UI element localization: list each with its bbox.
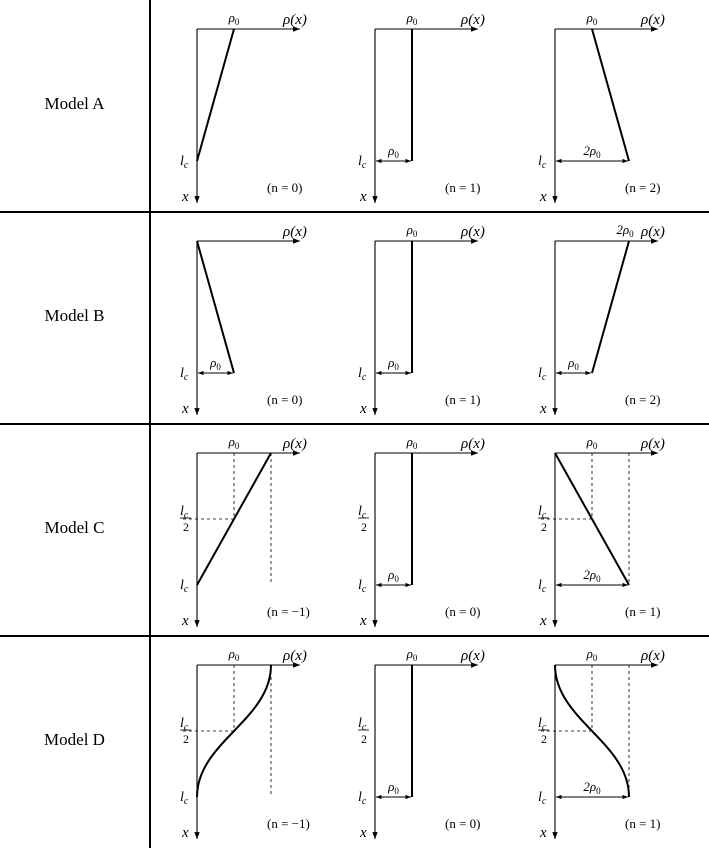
lc-label: $l_c$: [180, 154, 189, 171]
rho-axis-label: ρ(x): [461, 224, 485, 240]
half-lc-den: 2: [541, 520, 547, 534]
lc-label: $l_c$: [358, 366, 367, 383]
half-lc-den: 2: [361, 732, 367, 746]
half-lc-den: 2: [183, 732, 189, 746]
case-label: (n = 0): [267, 180, 303, 195]
rho-axis-label: ρ(x): [641, 224, 665, 240]
density-line: [197, 29, 234, 161]
bottom-rho-label: $\rho_0$: [388, 567, 399, 584]
bottom-rho-label: $\rho_0$: [210, 355, 221, 372]
top-rho-label: $\rho_0$: [586, 10, 598, 27]
x-axis-label: x: [182, 613, 189, 629]
model-c-label: Model C: [44, 518, 105, 537]
rho-axis-label: ρ(x): [283, 224, 307, 240]
profile-panel-a-2: [358, 10, 485, 205]
bottom-rho-label: $\rho_0$: [388, 779, 399, 796]
profile-panel-a-1: [180, 10, 307, 205]
profile-panel-d-3: [538, 646, 665, 841]
lc-label: $l_c$: [358, 790, 367, 807]
case-label: (n = 0): [445, 816, 481, 831]
lc-label: $l_c$: [180, 790, 189, 807]
half-lc-num: $l_c$: [180, 716, 189, 733]
x-axis-label: x: [360, 825, 367, 841]
profile-panel-d-1: [180, 646, 310, 841]
profile-panel-a-3: [538, 10, 665, 205]
case-label: (n = 1): [445, 180, 481, 195]
half-lc-den: 2: [183, 520, 189, 534]
profile-panel-c-1: [180, 434, 310, 629]
lc-label: $l_c$: [538, 154, 547, 171]
x-axis-label: x: [182, 825, 189, 841]
x-axis-label: x: [540, 189, 547, 205]
rho-axis-label: ρ(x): [641, 12, 665, 28]
profile-panel-c-2: [358, 434, 485, 629]
case-label: (n = 1): [445, 392, 481, 407]
rho-axis-label: ρ(x): [461, 12, 485, 28]
bottom-rho-label: $2\rho_0$: [583, 779, 601, 796]
density-line: [592, 29, 629, 161]
x-axis-label: x: [360, 189, 367, 205]
top-rho-label: $\rho_0$: [406, 646, 418, 663]
half-lc-num: $l_c$: [538, 504, 547, 521]
profile-panel-c-3: [538, 434, 665, 629]
rho-axis-label: ρ(x): [641, 648, 665, 664]
lc-label: $l_c$: [538, 578, 547, 595]
bottom-rho-label: $2\rho_0$: [583, 567, 601, 584]
bottom-rho-label: $\rho_0$: [388, 143, 399, 160]
rho-axis-label: ρ(x): [283, 436, 307, 452]
case-label: (n = −1): [267, 604, 310, 619]
case-label: (n = −1): [267, 816, 310, 831]
top-rho-label: $\rho_0$: [586, 434, 598, 451]
top-rho-label: $2\rho_0$: [616, 222, 634, 239]
x-axis-label: x: [540, 825, 547, 841]
top-rho-label: $\rho_0$: [406, 434, 418, 451]
density-line: [197, 241, 234, 373]
profile-panel-d-2: [358, 646, 485, 841]
x-axis-label: x: [360, 613, 367, 629]
profile-panel-b-1: [180, 224, 307, 417]
case-label: (n = 1): [625, 604, 661, 619]
lc-label: $l_c$: [358, 154, 367, 171]
half-lc-num: $l_c$: [538, 716, 547, 733]
x-axis-label: x: [360, 401, 367, 417]
case-label: (n = 0): [445, 604, 481, 619]
lc-label: $l_c$: [180, 366, 189, 383]
case-label: (n = 1): [625, 816, 661, 831]
model-b-label: Model B: [44, 306, 105, 325]
rho-axis-label: ρ(x): [461, 436, 485, 452]
x-axis-label: x: [182, 189, 189, 205]
top-rho-label: $\rho_0$: [406, 10, 418, 27]
model-a-label: Model A: [44, 94, 105, 113]
bottom-rho-label: $\rho_0$: [568, 355, 579, 372]
rho-axis-label: ρ(x): [283, 648, 307, 664]
x-axis-label: x: [182, 401, 189, 417]
x-axis-label: x: [540, 401, 547, 417]
model-d-label: Model D: [44, 730, 105, 749]
lc-label: $l_c$: [538, 790, 547, 807]
case-label: (n = 2): [625, 180, 661, 195]
top-rho-label: $\rho_0$: [406, 222, 418, 239]
lc-label: $l_c$: [538, 366, 547, 383]
half-lc-num: $l_c$: [358, 504, 367, 521]
half-lc-num: $l_c$: [180, 504, 189, 521]
top-rho-label: $\rho_0$: [228, 646, 240, 663]
profile-panel-b-2: [358, 222, 485, 417]
profile-panel-b-3: [538, 222, 665, 417]
half-lc-den: 2: [541, 732, 547, 746]
rho-axis-label: ρ(x): [641, 436, 665, 452]
density-line: [592, 241, 629, 373]
rho-axis-label: ρ(x): [461, 648, 485, 664]
bottom-rho-label: $2\rho_0$: [583, 143, 601, 160]
case-label: (n = 0): [267, 392, 303, 407]
rho-axis-label: ρ(x): [283, 12, 307, 28]
top-rho-label: $\rho_0$: [586, 646, 598, 663]
lc-label: $l_c$: [180, 578, 189, 595]
lc-label: $l_c$: [358, 578, 367, 595]
half-lc-den: 2: [361, 520, 367, 534]
x-axis-label: x: [540, 613, 547, 629]
top-rho-label: $\rho_0$: [228, 10, 240, 27]
half-lc-num: $l_c$: [358, 716, 367, 733]
top-rho-label: $\rho_0$: [228, 434, 240, 451]
bottom-rho-label: $\rho_0$: [388, 355, 399, 372]
case-label: (n = 2): [625, 392, 661, 407]
